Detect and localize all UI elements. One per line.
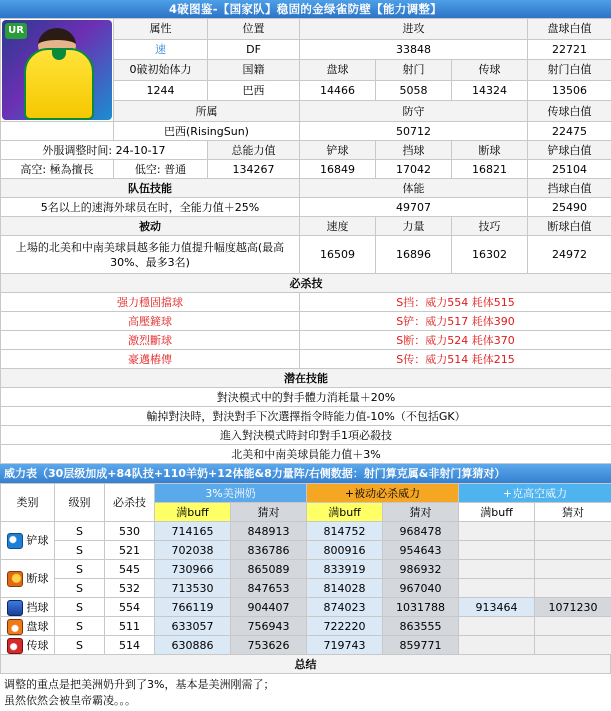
value-cell: 865089 — [231, 560, 307, 579]
move-cell: 545 — [105, 560, 155, 579]
value-cell: 630886 — [155, 636, 231, 655]
total-value: 134267 — [208, 160, 300, 179]
dribble-label: 盘球 — [300, 60, 376, 81]
shoot-white-value: 13506 — [528, 80, 611, 101]
value-cell — [459, 617, 535, 636]
value-cell: 1071230 — [535, 598, 611, 617]
level-cell: S — [55, 541, 105, 560]
special-move-detail: S传：威力514 耗体215 — [300, 350, 611, 369]
intercept-white-value: 24972 — [528, 236, 611, 274]
tackle-white-value: 25104 — [528, 160, 611, 179]
move-cell: 554 — [105, 598, 155, 617]
passive-text: 上場的北美和中南美球員越多能力值提升幅度越高(最高30%、最多3名) — [1, 236, 300, 274]
ur-badge: UR — [5, 23, 27, 39]
value-cell — [535, 636, 611, 655]
tackle-icon — [7, 533, 23, 549]
move-cell: 532 — [105, 579, 155, 598]
table-row — [1, 522, 611, 541]
guess-header: 猜对 — [231, 503, 307, 522]
value-cell: 730966 — [155, 560, 231, 579]
full-buff-header: 满buff — [155, 503, 231, 522]
power-table-title: 威力表（30层级加成+84队技+110羊奶+12体能&8力量阵/右侧数据：射门算克属&非射门算猜对） — [0, 464, 611, 483]
category-cell: 铲球 — [1, 522, 55, 560]
affiliation-value: 巴西(RisingSun) — [114, 122, 300, 141]
category-cell: 断球 — [1, 560, 55, 598]
speed-value: 16509 — [300, 236, 376, 274]
value-cell: 967040 — [383, 579, 459, 598]
power-value: 16896 — [376, 236, 452, 274]
value-cell — [535, 560, 611, 579]
shoot-white-label: 射门白值 — [528, 60, 611, 81]
value-cell: 719743 — [307, 636, 383, 655]
stamina-value: 49707 — [300, 198, 528, 217]
attr-value: 速 — [114, 39, 208, 60]
team-skill-text: 5名以上的速海外球员在时，全能力值＋25% — [1, 198, 300, 217]
value-cell: 968478 — [383, 522, 459, 541]
intercept-white-label: 断球白值 — [528, 217, 611, 236]
value-cell — [459, 579, 535, 598]
value-cell — [459, 636, 535, 655]
shoot-value: 5058 — [376, 80, 452, 101]
value-cell — [459, 541, 535, 560]
speed-label: 速度 — [300, 217, 376, 236]
attack-label: 进攻 — [300, 19, 528, 40]
attack-value: 33848 — [300, 39, 528, 60]
value-cell: 847653 — [231, 579, 307, 598]
special-move-detail: S挡：威力554 耗体515 — [300, 293, 611, 312]
tackle-white-label: 铲球白值 — [528, 141, 611, 160]
move-cell: 514 — [105, 636, 155, 655]
tackle-value: 16849 — [300, 160, 376, 179]
dribble-white-label: 盘球白值 — [528, 19, 611, 40]
tackle-label: 铲球 — [300, 141, 376, 160]
guess-header: 猜对 — [383, 503, 459, 522]
block-icon — [7, 571, 23, 587]
catch-icon — [7, 600, 23, 616]
power-table — [0, 483, 611, 655]
power-label: 力量 — [376, 217, 452, 236]
table-row — [1, 598, 611, 617]
dribble-white-value: 22721 — [528, 39, 611, 60]
table-row — [1, 636, 611, 655]
summary-line: 调整的重点是把美洲奶升到了3%，基本是美洲刚需了； — [4, 678, 275, 691]
passive-label: 被动 — [1, 217, 300, 236]
value-cell: 863555 — [383, 617, 459, 636]
value-cell: 1031788 — [383, 598, 459, 617]
special-move-name: 高壓鏟球 — [1, 312, 300, 331]
value-cell: 904407 — [231, 598, 307, 617]
init-stamina-value: 1244 — [114, 80, 208, 101]
value-cell: 753626 — [231, 636, 307, 655]
intercept-label: 断球 — [452, 141, 528, 160]
value-cell: 756943 — [231, 617, 307, 636]
shoot-label: 射门 — [376, 60, 452, 81]
block-value: 17042 — [376, 160, 452, 179]
pass-icon — [7, 638, 23, 654]
value-cell: 954643 — [383, 541, 459, 560]
value-cell: 874023 — [307, 598, 383, 617]
latent-skill: 輸掉對決時，對決對手下次選擇指令時能力值-10%（不包括GK） — [1, 407, 611, 426]
pass-white-label: 传球白值 — [528, 101, 611, 122]
value-cell: 833919 — [307, 560, 383, 579]
value-cell: 986932 — [383, 560, 459, 579]
value-cell: 633057 — [155, 617, 231, 636]
brazil-jersey — [24, 48, 94, 120]
value-cell — [535, 522, 611, 541]
level-cell: S — [55, 579, 105, 598]
total-label: 总能力值 — [208, 141, 300, 160]
block-label: 挡球 — [376, 141, 452, 160]
latent-skill: 對決模式中的對手體力消耗量＋20% — [1, 388, 611, 407]
guess-header: 猜对 — [535, 503, 611, 522]
value-cell: 814752 — [307, 522, 383, 541]
attr-label: 属性 — [114, 19, 208, 40]
special-move-name: 激烈斷球 — [1, 331, 300, 350]
pass-white-value: 22475 — [528, 122, 611, 141]
player-card-image — [2, 20, 112, 120]
special-move-detail: S铲：威力517 耗体390 — [300, 312, 611, 331]
summary-header: 总结 — [0, 655, 611, 674]
affiliation-label: 所属 — [114, 101, 300, 122]
value-cell — [535, 541, 611, 560]
position-label: 位置 — [208, 19, 300, 40]
move-cell: 511 — [105, 617, 155, 636]
latent-skills-header: 潜在技能 — [1, 369, 611, 388]
pass-value: 14324 — [452, 80, 528, 101]
page-title: 4破图鉴-【国家队】稳固的金绿雀防壁【能力调整】 — [0, 0, 611, 18]
value-cell: 913464 — [459, 598, 535, 617]
value-cell: 766119 — [155, 598, 231, 617]
high-ball: 高空: 極為擅長 — [1, 160, 114, 179]
level-cell: S — [55, 560, 105, 579]
value-cell: 702038 — [155, 541, 231, 560]
position-value: DF — [208, 39, 300, 60]
category-cell: 传球 — [1, 636, 55, 655]
table-row — [1, 560, 611, 579]
low-ball: 低空: 普通 — [114, 160, 208, 179]
server-time: 外服调整时间: 24-10-17 — [1, 141, 208, 160]
card-spacer — [1, 122, 114, 141]
value-cell: 859771 — [383, 636, 459, 655]
special-move-detail: S断：威力524 耗体370 — [300, 331, 611, 350]
technique-label: 技巧 — [452, 217, 528, 236]
value-cell: 814028 — [307, 579, 383, 598]
level-cell: S — [55, 617, 105, 636]
category-cell: 挡球 — [1, 598, 55, 617]
value-cell: 800916 — [307, 541, 383, 560]
move-cell: 521 — [105, 541, 155, 560]
intercept-value: 16821 — [452, 160, 528, 179]
latent-skill: 進入對決模式時封印對手1項必殺技 — [1, 426, 611, 445]
dribble-value: 14466 — [300, 80, 376, 101]
value-cell: 722220 — [307, 617, 383, 636]
defense-value: 50712 — [300, 122, 528, 141]
value-cell — [535, 579, 611, 598]
special-moves-header: 必杀技 — [1, 274, 611, 293]
value-cell — [535, 617, 611, 636]
table-row — [1, 541, 611, 560]
stats-table — [0, 18, 611, 464]
group-milk-header: 3%美洲奶 — [155, 484, 307, 503]
value-cell: 713530 — [155, 579, 231, 598]
value-cell: 714165 — [155, 522, 231, 541]
level-header: 级别 — [55, 484, 105, 522]
init-stamina-label: 0破初始体力 — [114, 60, 208, 81]
nationality-value: 巴西 — [208, 80, 300, 101]
special-move-name: 豪邁樁傳 — [1, 350, 300, 369]
summary-line: 虽然依然会被皇帝霸凌。。。 — [4, 694, 136, 707]
table-row — [1, 617, 611, 636]
player-card-cell — [1, 19, 114, 122]
move-cell: 530 — [105, 522, 155, 541]
dribble-icon — [7, 619, 23, 635]
block-white-value: 25490 — [528, 198, 611, 217]
value-cell: 848913 — [231, 522, 307, 541]
level-cell: S — [55, 598, 105, 617]
group-passive-header: +被动必杀威力 — [307, 484, 459, 503]
table-row — [1, 579, 611, 598]
move-header: 必杀技 — [105, 484, 155, 522]
level-cell: S — [55, 522, 105, 541]
pass-label: 传球 — [452, 60, 528, 81]
latent-skill: 北美和中南美球員能力值＋3% — [1, 445, 611, 464]
value-cell: 836786 — [231, 541, 307, 560]
category-cell: 盘球 — [1, 617, 55, 636]
value-cell — [459, 522, 535, 541]
full-buff-header: 满buff — [459, 503, 535, 522]
group-highball-header: +克高空威力 — [459, 484, 611, 503]
full-buff-header: 满buff — [307, 503, 383, 522]
block-white-label: 挡球白值 — [528, 179, 611, 198]
stamina-label: 体能 — [300, 179, 528, 198]
special-move-name: 强力穩固擋球 — [1, 293, 300, 312]
technique-value: 16302 — [452, 236, 528, 274]
team-skill-label: 队伍技能 — [1, 179, 300, 198]
summary-body — [0, 674, 611, 711]
category-header: 类别 — [1, 484, 55, 522]
value-cell — [459, 560, 535, 579]
level-cell: S — [55, 636, 105, 655]
nationality-label: 国籍 — [208, 60, 300, 81]
defense-label: 防守 — [300, 101, 528, 122]
